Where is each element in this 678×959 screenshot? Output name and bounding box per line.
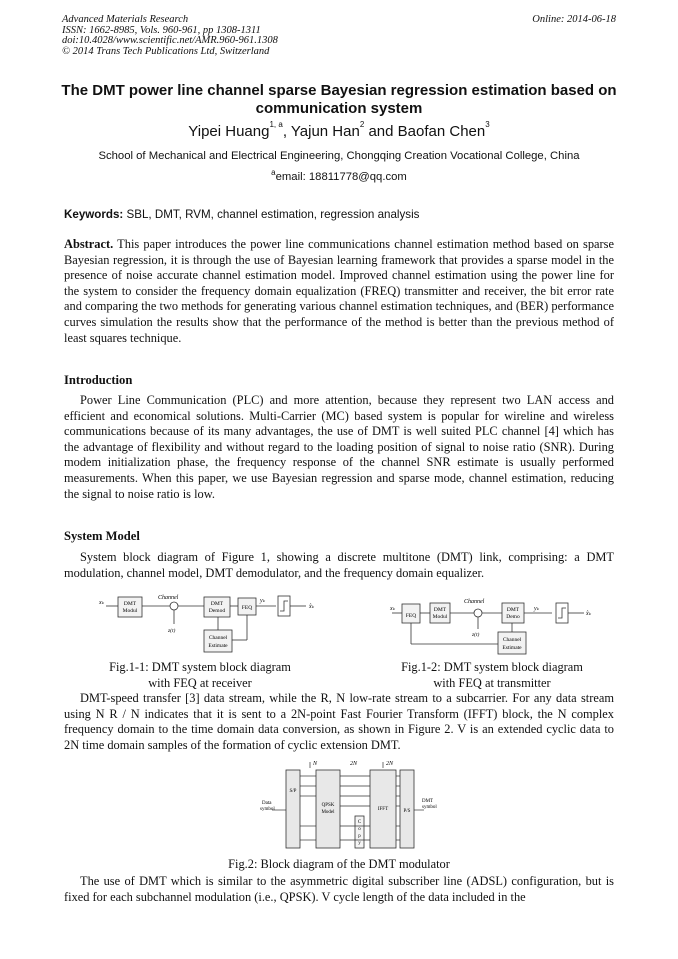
caption-line: with FEQ at receiver (148, 675, 252, 690)
fig1-2-dmt-demo-label: Demo (506, 614, 520, 620)
author-name: Yajun Han (290, 123, 360, 140)
fig1-2-dmt-modul-label: DMT (433, 607, 447, 613)
fig2-sp-label: S/P (289, 789, 297, 794)
fig1-1-channel-estimate-label: Channel (208, 635, 228, 641)
fig1-2-feq-label: FEQ (405, 613, 417, 619)
fig1-1-xk-hat-label: x̂ₖ (309, 604, 315, 610)
fig1-1-dmt-modul-label: Modul (122, 608, 138, 614)
figure-1-1-diagram (96, 590, 336, 655)
fig2-2n-label: 2N (386, 761, 394, 767)
caption-line: Fig.1-2: DMT system block diagram (401, 660, 583, 674)
fig1-2-channel-label: Channel (464, 599, 485, 605)
author-sup: 2 (359, 120, 365, 129)
online-date: Online: 2014-06-18 (532, 14, 616, 25)
fig1-2-xk-hat-label: x̂ₖ (586, 611, 592, 617)
affiliation: School of Mechanical and Electrical Engineering, Chongqing Creation Vocational College, China (98, 150, 580, 162)
fig2-dmt-symbol-label: symbol (422, 805, 437, 810)
doi-line: doi:10.4028/www.scientific.net/AMR.960-961.1308 (62, 35, 278, 47)
figure-2-diagram (258, 758, 444, 854)
abstract (64, 237, 614, 346)
fig2-qpsk-label: Model (321, 810, 335, 815)
email-sup: a (271, 168, 276, 177)
abstract-label: Abstract. (64, 237, 114, 251)
fig2-copy-label: p (358, 834, 361, 839)
keywords (64, 208, 614, 221)
fig2-ps-label: P/S (403, 809, 411, 814)
author-sup: 1, a (269, 120, 283, 129)
author-separator: and (364, 123, 398, 140)
fig1-1-feq-label: FEQ (241, 605, 253, 611)
figure-1-2-caption (362, 660, 622, 691)
fig1-2-dmt-modul-label: Modul (432, 614, 448, 620)
introduction-paragraph: Power Line Communication (PLC) and more attention, because they represent two LAN access and efficient and economical solutions. Multi-Carrier (MC) based system is popular for wireline and wireless communications because of its many advantages, the use of DMT is well suited PLC channel [4] which has the advantage of flexibility and without regard to the loading position of signal to noise ratio (SNR). During modem initialization phase, the frequency response of the channel SNR estimate is usually performed measurements. When this paper, we use Bayesian regression and sparse mode, channel estimation, reducing the signal to noise ratio is low. (64, 393, 614, 501)
email-text: email: 18811778@qq.com (275, 171, 407, 183)
journal-name: Advanced Materials Research (62, 14, 189, 25)
fig1-2-zt-label: z(t) (472, 632, 480, 638)
caption-line: Fig.1-1: DMT system block diagram (109, 660, 291, 674)
fig2-copy-label: o (358, 827, 361, 832)
author-line (60, 120, 618, 140)
section-heading-system-model: System Model (64, 529, 140, 543)
keywords-label: Keywords: (64, 208, 124, 221)
fig2-data-symbol-label: symbol (260, 807, 275, 812)
copyright-line: © 2014 Trans Tech Publications Ltd, Switzerland (62, 45, 270, 57)
author-name: Yipei Huang (188, 123, 270, 140)
author-sup: 3 (485, 120, 490, 129)
fig1-1-channel-estimate-label: Estimate (208, 643, 228, 649)
fig2-copy-label: y (358, 841, 361, 846)
fig2-n-label: N (313, 761, 318, 767)
caption-line: with FEQ at transmitter (433, 675, 551, 690)
author-name: Baofan Chen (397, 123, 486, 140)
fig2-ifft-label: IFFT (377, 807, 389, 812)
fig2-qpsk-label: QPSK (321, 803, 335, 808)
figure-2-caption: Fig.2: Block diagram of the DMT modulator (228, 857, 450, 871)
fig1-2-channel-estimate-label: Channel (502, 637, 522, 643)
fig2-2n-label: 2N (350, 761, 358, 767)
fig1-2-xk-label: xₖ (390, 606, 396, 612)
keywords-text: SBL, DMT, RVM, channel estimation, regression analysis (123, 208, 420, 221)
author-separator: , (282, 123, 291, 140)
fig1-1-yk-label: yₖ (260, 598, 266, 604)
fig2-dmt-symbol-label: DMT (422, 799, 434, 804)
fig1-2-yk-label: yₖ (534, 606, 540, 612)
section-heading-introduction: Introduction (64, 373, 133, 387)
system-model-paragraph: System block diagram of Figure 1, showing a discrete multitone (DMT) link, comprising: a DMT modulation, channel model, DMT demodulator, and the frequency domain equalizer. (64, 550, 614, 580)
fig1-2-dmt-demo-label: DMT (506, 607, 520, 613)
fig1-2-channel-estimate-label: Estimate (502, 645, 522, 651)
fig1-1-channel-label: Channel (158, 595, 179, 601)
fig1-1-xk-label: xₖ (99, 600, 105, 606)
fig1-1-dmt-modul-label: DMT (123, 601, 137, 607)
fig2-data-symbol-label: Data (262, 801, 272, 806)
fig1-1-dmt-demod-label: Demod (208, 608, 226, 614)
issn-line: ISSN: 1662-8985, Vols. 960-961, pp 1308-1311 (62, 24, 261, 36)
page-header (62, 15, 616, 57)
paper-title: The DMT power line channel sparse Bayesian regression estimation based on communication system (61, 82, 617, 117)
fig1-1-dmt-demod-label: DMT (210, 601, 224, 607)
dmt-usage-paragraph: The use of DMT which is similar to the asymmetric digital subscriber line (ADSL) configuration, but is fixed for each subchannel modulation (i.e., QPSK). V cycle length of the data included in the (64, 874, 614, 904)
dmt-speed-paragraph: DMT-speed transfer [3] data stream, while the R, N low-rate stream to a subcarrier. For any data stream using N R / N indicates that it is sent to a 2N-point Fast Fourier Transform (IFFT) block, the N complex frequency domain to the time domain data conversion, as shown in Figure 2. V is an extended cyclic data to 2N time domain samples of the formation of cyclic extension DMT. (64, 691, 614, 752)
abstract-text: This paper introduces the power line communications channel estimation method based on sparse Bayesian regression, it is through the use of Bayesian learning framework that provides a sparse model in the presence of noise accurate channel estimation model. Improved channel estimation using the power line for the system to consider the frequency domain equalization (FREQ) transmitter and receiver, the bit error rate and comparing the two methods for generating various channel estimation techniques, and (BER) performance curves simulation the results show that the performance of the method is better than the previous method of least squares technique. (64, 237, 614, 345)
email-line (60, 168, 618, 183)
fig1-1-zt-label: z(t) (168, 628, 176, 634)
figure-1-2-diagram (384, 592, 614, 658)
fig2-copy-label: C (357, 820, 362, 825)
figure-1-1-caption (70, 660, 330, 691)
